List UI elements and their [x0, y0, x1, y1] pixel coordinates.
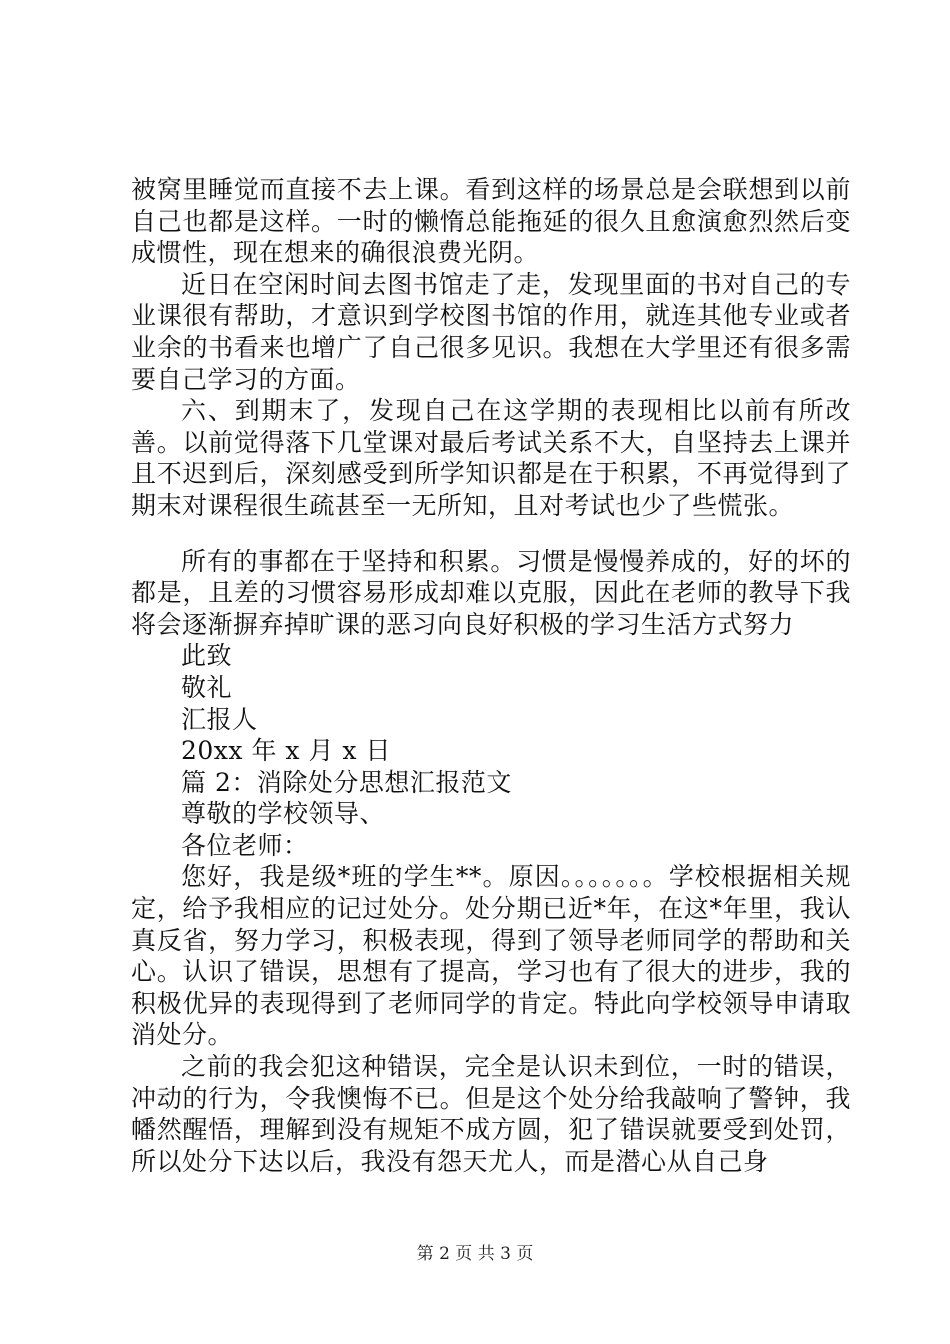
paragraph-reflection: 之前的我会犯这种错误，完全是认识未到位，一时的错误，冲动的行为，令我懊悔不已。但是这个处分给我敲响了警钟，我幡然醒悟，理解到没有规矩不成方圆，犯了错误就要受到处罚，所以处分下达以后，我没有怨天尤人，而是潜心从自己身	[131, 1052, 851, 1176]
report-date: 20xx 年 x 月 x 日	[181, 736, 391, 766]
section-heading: 篇 2：消除处分思想汇报范文	[181, 767, 512, 797]
paragraph-continuation: 被窝里睡觉而直接不去上课。看到这样的场景总是会联想到以前自己也都是这样。一时的懒惰总能拖延的很久且愈演愈烈然后变成惯性，现在想来的确很浪费光阴。	[131, 175, 851, 268]
closing-salutation: 此致	[181, 641, 233, 671]
page-footer: 第 2 页 共 3 页	[416, 1244, 534, 1264]
paragraph-gap	[131, 522, 851, 546]
closing-regards: 敬礼	[181, 672, 233, 702]
paragraph-conclusion: 所有的事都在于坚持和积累。习惯是慢慢养成的，好的坏的都是，且差的习惯容易形成却难以克服，因此在老师的教导下我将会逐渐摒弃掉旷课的恶习向良好积极的学习生活方式努力	[131, 546, 851, 639]
addressee-teachers: 各位老师：	[181, 830, 309, 860]
paragraph-greeting: 您好，我是级*班的学生**。原因。。。。。。。学校根据相关规定，给予我相应的记过处分。处分期已近*年，在这*年里，我认真反省，努力学习，积极表现，得到了领导老师同学的帮助和关心。认识了错误，思想有了提高，学习也有了很大的进步，我的积极优异的表现得到了老师同学的肯定。特此向学校领导申请取消处分。	[131, 862, 851, 1050]
document-body	[131, 174, 851, 1177]
addressee-leaders: 尊敬的学校领导、	[181, 799, 386, 829]
reporter-label: 汇报人	[181, 704, 258, 734]
paragraph-semester-end: 六、到期末了，发现自己在这学期的表现相比以前有所改善。以前觉得落下几堂课对最后考试关系不大，自坚持去上课并且不迟到后，深刻感受到所学知识都是在于积累，不再觉得到了期末对课程很生疏甚至一无所知，且对考试也少了些慌张。	[131, 396, 851, 520]
paragraph-library: 近日在空闲时间去图书馆走了走，发现里面的书对自己的专业课很有帮助，才意识到学校图书馆的作用，就连其他专业或者业余的书看来也增广了自己很多见识。我想在大学里还有很多需要自己学习的方面。	[131, 269, 851, 394]
